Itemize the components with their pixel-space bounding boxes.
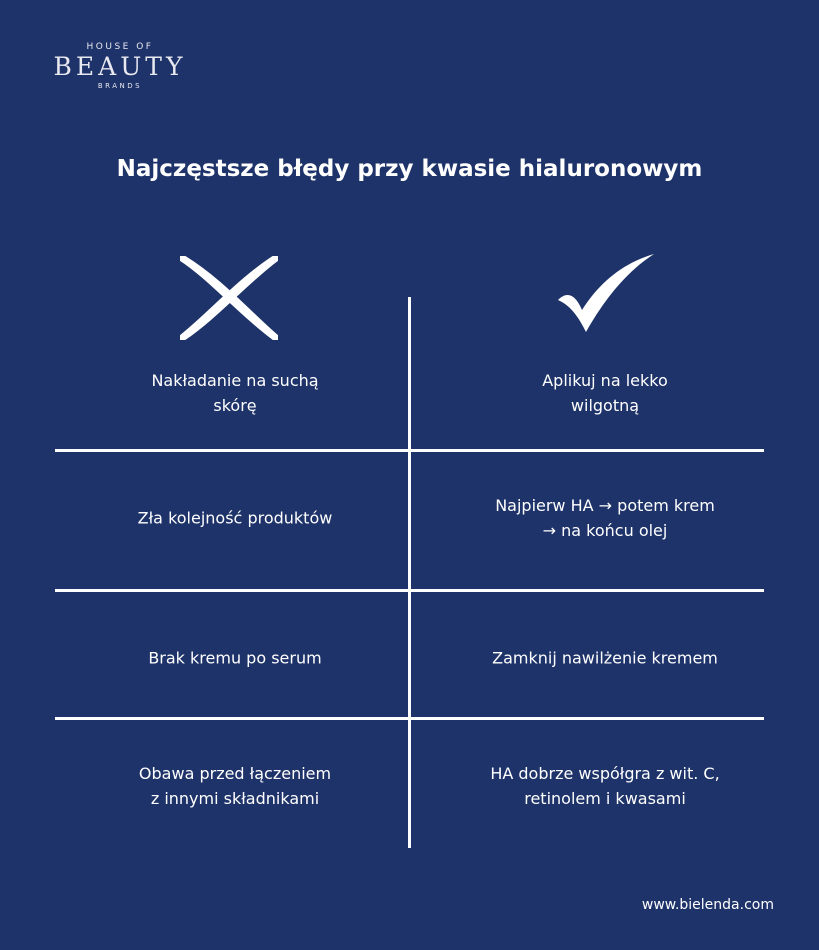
fix-cell: Zamknij nawilżenie kremem	[492, 648, 718, 668]
logo-line2: BEAUTY	[53, 52, 187, 81]
mistake-cell: Obawa przed łączeniem z innymi składnikami	[138, 764, 332, 808]
brand-logo	[50, 42, 190, 90]
row-divider	[55, 589, 764, 592]
column-divider	[408, 297, 411, 848]
fix-cell: Najpierw HA → potem krem → na końcu olej	[495, 496, 715, 540]
mistake-cell: Brak kremu po serum	[148, 648, 322, 668]
mistake-cell: Zła kolejność produktów	[137, 508, 333, 528]
logo-line1: HOUSE OF	[86, 42, 154, 52]
logo-line3: BRANDS	[97, 82, 143, 90]
page-title: Najczęstsze błędy przy kwasie hialuronowym	[116, 156, 703, 182]
row-divider	[55, 717, 764, 720]
fix-cell: Aplikuj na lekko wilgotną	[542, 371, 668, 415]
check-icon	[556, 252, 656, 334]
fix-cell: HA dobrze współgra z wit. C, retinolem i kwasami	[490, 764, 720, 808]
mistake-cell: Nakładanie na suchą skórę	[151, 371, 319, 415]
row-divider	[55, 449, 764, 452]
website-link[interactable]: www.bielenda.com	[641, 897, 774, 913]
x-icon	[180, 256, 278, 340]
